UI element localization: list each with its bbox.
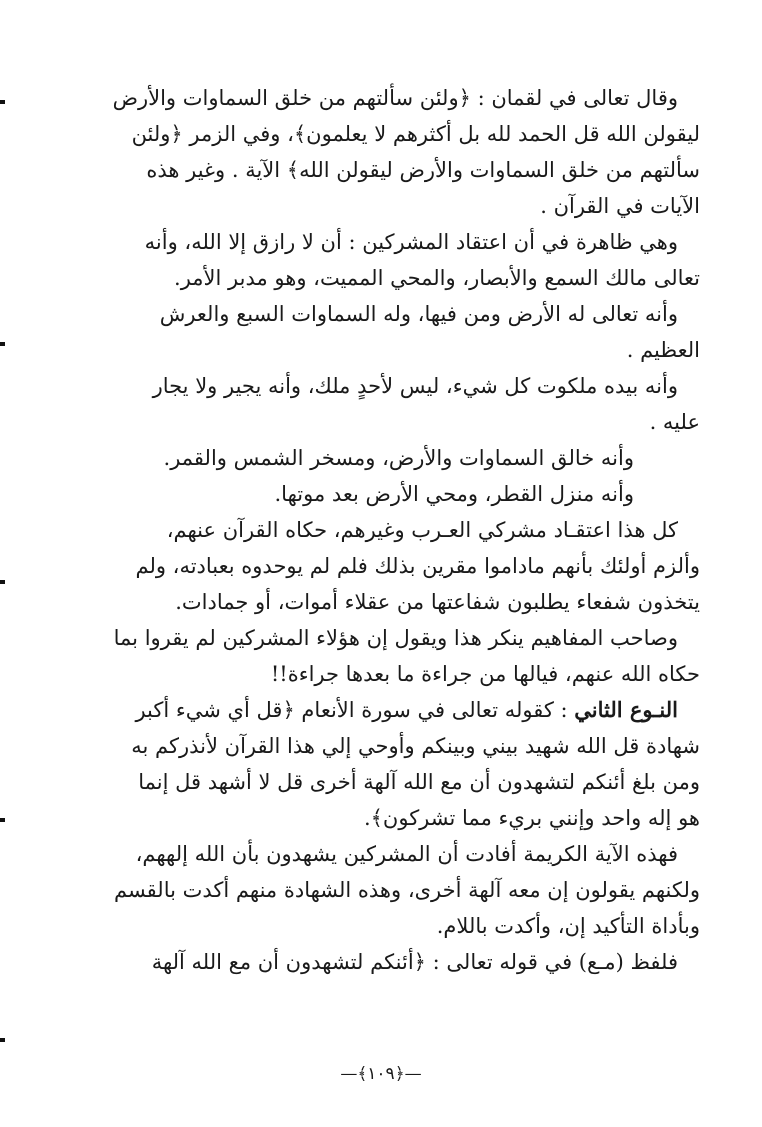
text-line: الآيات في القرآن .: [540, 194, 700, 218]
paragraph: [86, 440, 700, 476]
section-heading: النـوع الثاني: [574, 697, 678, 722]
paragraph: [86, 512, 700, 620]
margin-mark: [0, 818, 5, 822]
text-line: وأنه خالق السماوات والأرض، ومسخر الشمس والقمر.: [163, 446, 634, 470]
paragraph: [86, 836, 700, 944]
page-number: —﴿١٠٩﴾—: [340, 1064, 422, 1084]
text-line: عليه .: [649, 410, 700, 434]
text-line: ولكنهم يقولون إن معه آلهة أخرى، وهذه الشهادة منهم أكدت بالقسم: [113, 878, 700, 902]
text-line: ومن بلغ أئنكم لتشهدون أن مع الله آلهة أخرى قل لا أشهد قل إنما: [138, 770, 700, 794]
text-line: وهي ظاهرة في أن اعتقاد المشركين : أن لا رازق إلا الله، وأنه: [144, 230, 678, 254]
paragraph: [86, 620, 700, 692]
text-line: شهادة قل الله شهيد بيني وبينكم وأوحي إلي هذا القرآن لأنذركم به: [131, 734, 700, 758]
text-line: وصاحب المفاهيم ينكر هذا ويقول إن هؤلاء المشركين لم يقروا بما: [113, 626, 678, 650]
text-line: وأنه بيده ملكوت كل شيء، ليس لأحدٍ ملك، وأنه يجير ولا يجار: [152, 374, 678, 398]
paragraph: [86, 224, 700, 296]
margin-mark: [0, 342, 5, 346]
text-line: فلفظ (مـع) في قوله تعالى : ﴿أئنكم لتشهدون أن مع الله آلهة: [151, 950, 678, 974]
text-line: تعالى مالك السمع والأبصار، والمحي المميت، وهو مدبر الأمر.: [174, 266, 700, 290]
text-line: هو إله واحد وإنني بريء مما تشركون﴾.: [363, 806, 700, 830]
margin-mark: [0, 100, 5, 104]
text-line: العظيم .: [626, 338, 700, 362]
text-line: وقال تعالى في لقمان : ﴿ولئن سألتهم من خلق السماوات والأرض: [112, 86, 678, 110]
text-line: كل هذا اعتقـاد مشركي العـرب وغيرهم، حكاه القرآن عنهم،: [166, 518, 678, 542]
text-line: وأنه منزل القطر، ومحي الأرض بعد موتها.: [274, 482, 634, 506]
text-line: وألزم أولئك بأنهم ماداموا مقرين بذلك فلم لم يوحدوه بعبادته، ولم: [135, 554, 700, 578]
text-line: حكاه الله عنهم، فيالها من جراءة ما بعدها جراءة!!: [270, 662, 700, 686]
margin-mark: [0, 580, 5, 584]
text-run: : كقوله تعالى في سورة الأنعام ﴿قل أي شيء أكبر: [135, 698, 575, 722]
text-line: وبأداة التأكيد إن، وأكدت باللام.: [436, 914, 700, 938]
text-line: سألتهم من خلق السماوات والأرض ليقولن الله﴾ الآية . وغير هذه: [146, 158, 700, 182]
paragraph: [86, 296, 700, 368]
text-line: ليقولن الله قل الحمد لله بل أكثرهم لا يعلمون﴾، وفي الزمر ﴿ولئن: [131, 122, 700, 146]
paragraph: [86, 80, 700, 224]
text-line: [86, 692, 700, 728]
margin-mark: [0, 1038, 5, 1042]
body-text: [86, 80, 700, 980]
paragraph: [86, 368, 700, 440]
paragraph: [86, 476, 700, 512]
paragraph: [86, 944, 700, 980]
text-line: فهذه الآية الكريمة أفادت أن المشركين يشهدون بأن الله إلههم،: [135, 842, 678, 866]
text-line: يتخذون شفعاء يطلبون شفاعتها من عقلاء أموات، أو جمادات.: [175, 590, 700, 614]
paragraph: [86, 692, 700, 836]
text-line: وأنه تعالى له الأرض ومن فيها، وله السماوات السبع والعرش: [159, 302, 678, 326]
